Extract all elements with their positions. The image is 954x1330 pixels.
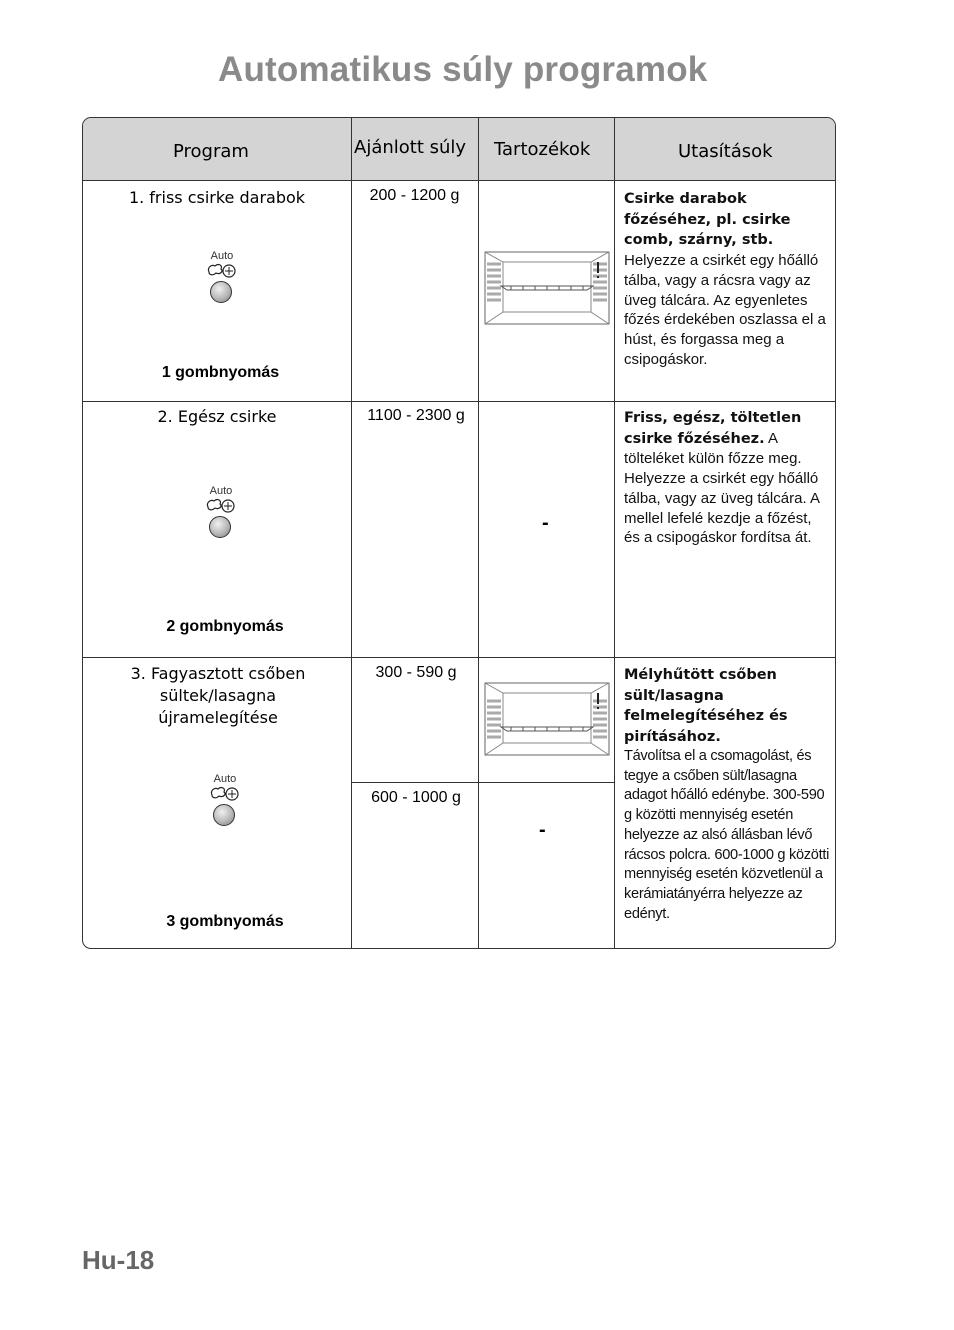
table-header <box>83 118 836 181</box>
row-divider <box>351 782 614 783</box>
page-title: Automatikus súly programok <box>218 50 708 89</box>
column-divider <box>614 118 615 948</box>
page-number: Hu-18 <box>82 1245 155 1275</box>
auto-button[interactable] <box>209 516 231 538</box>
chicken-icon <box>205 497 237 513</box>
press-count: 1 gombnyomás <box>161 364 280 381</box>
instructions-heading: Mélyhűtött csőben sült/lasagna felmelegítéséhez és pirításához. <box>624 667 788 746</box>
program-name: 2. Egész csirke <box>157 407 277 426</box>
auto-button[interactable] <box>213 804 235 826</box>
header-weight: Ajánlott súly <box>354 137 467 158</box>
auto-button[interactable] <box>210 281 232 303</box>
auto-button-group <box>202 250 242 310</box>
oven-rack-icon <box>483 681 611 757</box>
program-name: 3. Fagyasztott csőben sültek/lasagna újramelegítése <box>130 664 306 727</box>
recommended-weight: 300 - 590 g <box>375 664 457 681</box>
column-divider <box>351 118 352 948</box>
recommended-weight: 600 - 1000 g <box>371 789 461 806</box>
auto-weight-programs-table <box>82 117 836 949</box>
oven-rack-icon <box>483 250 611 326</box>
column-divider <box>478 118 479 948</box>
instructions-heading: Friss, egész, töltetlen csirke főzéséhez. <box>624 410 802 447</box>
auto-button-group <box>205 773 245 833</box>
no-accessory: - <box>539 819 546 841</box>
auto-label: Auto <box>213 773 237 785</box>
no-accessory: - <box>542 512 549 534</box>
chicken-icon <box>209 785 241 801</box>
instructions-text: Helyezze a csirkét egy hőálló tálba, vagy a rácsra vagy az üveg tálcára. Az egyenletes főzés érdekében oszlassa el a húst, és forgassa meg a csipogáskor. <box>624 252 826 368</box>
press-count: 2 gombnyomás <box>166 618 284 635</box>
chicken-icon <box>206 262 238 278</box>
instructions <box>624 408 829 548</box>
program-name: 1. friss csirke darabok <box>128 188 306 207</box>
header-program: Program <box>173 141 249 162</box>
header-accessories: Tartozékok <box>494 139 591 160</box>
auto-label: Auto <box>210 250 234 262</box>
instructions <box>624 665 829 748</box>
auto-label: Auto <box>209 485 233 497</box>
header-instructions: Utasítások <box>678 141 773 162</box>
press-count: 3 gombnyomás <box>166 913 284 930</box>
recommended-weight: 200 - 1200 g <box>369 187 460 204</box>
row-divider <box>83 657 836 658</box>
instructions <box>624 189 829 369</box>
row-divider <box>83 401 836 402</box>
instructions-text: Távolítsa el a csomagolást, és tegye a csőben sült/lasagna adagot hőálló edénybe. 300-590 g közötti mennyiség esetén helyezze az alsó állásban lévő rácsos polcra. 600-1000 g közötti mennyiség esetén közvetlenül a kerámiatányérra helyezze az edényt. <box>624 748 830 922</box>
recommended-weight: 1100 - 2300 g <box>367 407 465 424</box>
instructions-text: A tölteléket külön főzze meg. Helyezze a csirkét egy hőálló tálba, vagy az üveg tálcára. A mellel lefelé kezdje a főzést, és a csipogáskor fordítsa át. <box>624 429 820 547</box>
auto-button-group <box>201 485 241 545</box>
instructions-heading: Csirke darabok főzéséhez, pl. csirke comb, szárny, stb. <box>624 191 791 249</box>
